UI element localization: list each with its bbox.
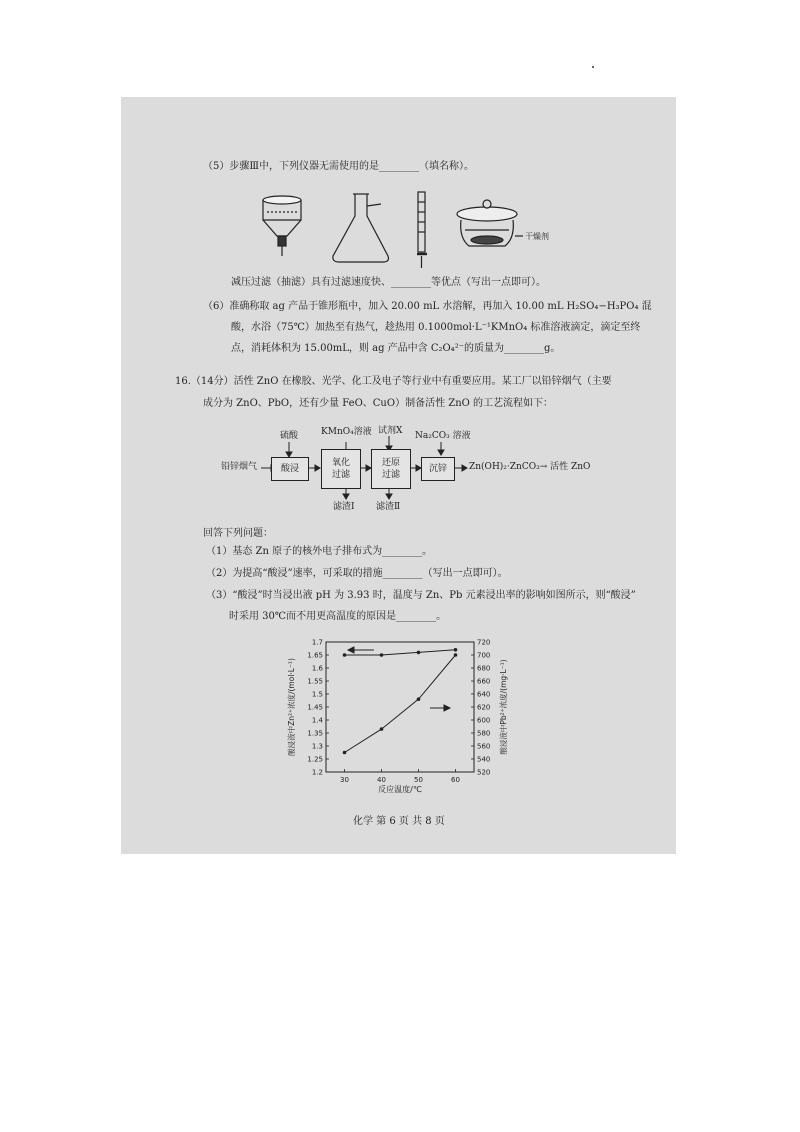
flow-residue-2: 滤渣Ⅱ — [376, 502, 401, 512]
x-tick-label: 60 — [451, 776, 460, 784]
flow-residue-1: 滤渣Ⅰ — [333, 502, 355, 512]
desiccant-label: 干燥剂 — [525, 232, 549, 241]
q15-part5-question: （5）步骤Ⅲ中，下列仪器无需使用的是________（填名称）。 — [203, 161, 475, 172]
data-point-zn — [454, 648, 458, 652]
q16-intro-line1: 16.（14分）活性 ZnO 在橡胶、光学、化工及电子等行业中有重要应用。某工厂以铅锌烟气（主要 — [175, 376, 612, 387]
scan-speck — [592, 66, 594, 68]
data-point-zn — [417, 651, 421, 655]
y-right-tick-label: 660 — [477, 677, 491, 686]
x-tick-label: 30 — [340, 776, 349, 784]
flow-step-reduce-filter — [371, 449, 411, 489]
y-left-tick-label: 1.6 — [311, 664, 323, 673]
y-right-tick-label: 580 — [477, 729, 491, 738]
y-left-tick-label: 1.35 — [307, 729, 323, 738]
y-right-tick-label: 560 — [477, 742, 491, 751]
q15-part6-line3: 点，消耗体积为 15.00mL，则 ag 产品中含 C₂O₄²⁻的质量为________g。 — [231, 343, 561, 354]
y-right-tick-label: 680 — [477, 664, 491, 673]
arrow-left-indicator — [348, 647, 374, 653]
y-left-tick-label: 1.5 — [311, 690, 323, 699]
data-point-pb — [454, 653, 458, 657]
flow-step-zinc-precipitation: 沉锌 — [421, 457, 455, 481]
q16-intro-line2: 成分为 ZnO、PbO，还有少量 FeO、CuO）制备活性 ZnO 的工艺流程如下： — [203, 398, 554, 409]
process-flow-diagram — [221, 422, 621, 517]
y-right-tick-label: 720 — [477, 638, 491, 647]
desiccator-icon — [457, 200, 523, 246]
flow-product: Zn(OH)₂·ZnCO₃→ 活性 ZnO — [469, 462, 591, 472]
y-right-tick-label: 620 — [477, 703, 491, 712]
flow-feed-label: 铅锌烟气 — [221, 462, 258, 472]
y-right-tick-label: 600 — [477, 716, 491, 725]
y-left-tick-label: 1.45 — [307, 703, 323, 712]
buchner-funnel-icon — [263, 196, 301, 256]
flow-step-oxidize-filter — [321, 449, 361, 489]
plot-area — [326, 642, 474, 772]
x-tick-label: 50 — [414, 776, 423, 784]
q16-answer-prompt: 回答下列问题： — [203, 528, 273, 539]
page-footer: 化学 第 6 页 共 8 页 — [353, 816, 445, 827]
y-right-tick-label: 700 — [477, 651, 491, 660]
data-point-pb — [417, 697, 421, 701]
y-left-tick-label: 1.65 — [307, 651, 323, 660]
q16-subquestion-3-line2: 时采用 30℃而不用更高温度的原因是________。 — [229, 611, 447, 622]
flow-reagent-na2co3: Na₂CO₃ 溶液 — [415, 431, 471, 441]
flow-step-filter-1: 过滤 — [331, 470, 350, 480]
y-left-tick-label: 1.4 — [311, 716, 323, 725]
flow-step-acid-leach: 酸浸 — [271, 457, 309, 481]
y-left-tick-label: 1.3 — [311, 742, 323, 751]
q16-subquestion-3-line1: （3）“酸浸”时当浸出液 pH 为 3.93 时，温度与 Zn、Pb 元素浸出率的影响如图所示，则“酸浸” — [206, 590, 636, 601]
q16-subquestion-1: （1）基态 Zn 原子的核外电子排布式为________。 — [206, 546, 433, 557]
temperature-leaching-chart — [270, 630, 530, 795]
data-point-zn — [343, 653, 347, 657]
x-tick-label: 40 — [377, 776, 386, 784]
flow-step-reduce: 还原 — [381, 458, 400, 468]
data-point-zn — [380, 653, 384, 657]
suction-flask-icon — [333, 194, 389, 262]
data-point-pb — [380, 727, 384, 731]
y-left-tick-label: 1.2 — [311, 768, 323, 777]
y-left-tick-label: 1.25 — [307, 755, 323, 764]
y-axis-right-label: 酸浸液中Pb²⁺浓度/(mg·L⁻¹) — [499, 659, 508, 755]
flow-step-oxidize: 氧化 — [331, 458, 350, 468]
y-right-tick-label: 640 — [477, 690, 491, 699]
arrow-right-indicator — [430, 705, 450, 711]
y-right-tick-label: 540 — [477, 755, 491, 764]
burette-icon — [417, 192, 427, 268]
series-line-pb — [345, 655, 456, 753]
series-line-zn — [345, 650, 456, 655]
q16-subquestion-2: （2）为提高“酸浸”速率，可采取的措施________（写出一点即可）。 — [206, 568, 508, 579]
lab-apparatus-figure — [255, 190, 560, 270]
flow-step-filter-2: 过滤 — [381, 470, 400, 480]
y-left-tick-label: 1.7 — [311, 638, 323, 647]
q15-part6-line2: 酸，水浴（75℃）加热至有热气，趁热用 0.1000mol·L⁻¹KMnO₄ 标准溶液滴定，滴定至终 — [231, 322, 641, 333]
flow-reagent-x: 试剂X — [378, 426, 403, 436]
flow-reagent-kmno4: KMnO₄溶液 — [321, 427, 372, 437]
q15-part6-line1: （6）准确称取 ag 产品于锥形瓶中，加入 20.00 mL 水溶解，再加入 10.00 mL H₂SO₄−H₃PO₄ 混 — [203, 301, 652, 312]
y-axis-left-label: 酸浸液中Zn²⁺浓度/(mol·L⁻¹) — [287, 658, 296, 756]
flow-reagent-sulfuric-acid: 硫酸 — [280, 431, 299, 441]
q15-part5-advantage: 减压过滤（抽滤）具有过滤速度快、________等优点（写出一点即可）。 — [231, 277, 546, 288]
y-right-tick-label: 520 — [477, 768, 491, 777]
x-axis-label: 反应温度/℃ — [378, 785, 422, 794]
y-left-tick-label: 1.55 — [307, 677, 323, 686]
data-point-pb — [343, 751, 347, 755]
